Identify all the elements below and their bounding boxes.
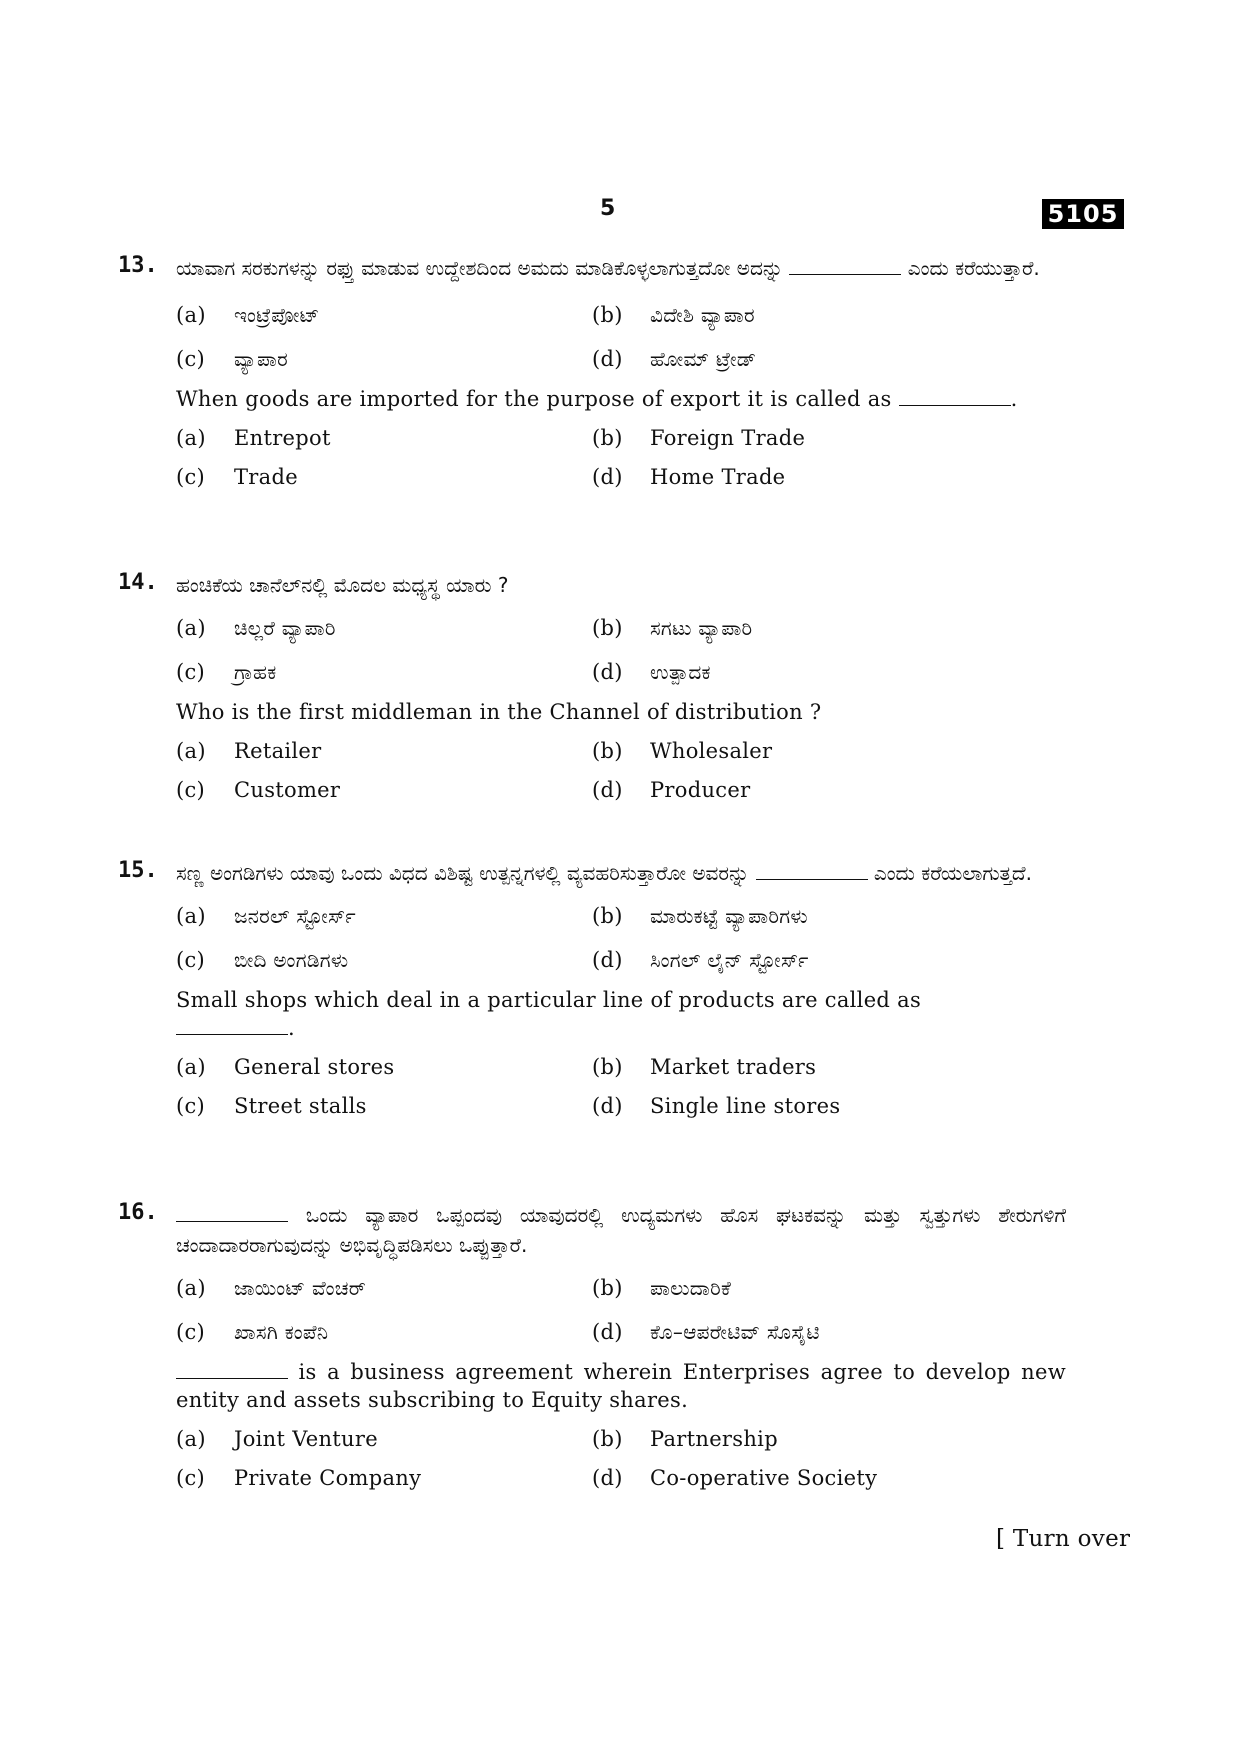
stem-text: is a business agreement wherein Enterprises agree to develop new entity and assets subscribing to Equity shares. — [176, 1360, 1066, 1412]
option-c-kannada: (c) ಗ್ರಾಹಕ — [176, 660, 277, 684]
option-c-english: (c) Customer — [176, 778, 341, 802]
option-a-kannada: (a) ಜಾಯಿಂಟ್ ವೆಂಚರ್ — [176, 1276, 367, 1300]
page-number: 5 — [600, 196, 616, 221]
option-d-english: (d) Single line stores — [592, 1094, 841, 1118]
question-stem-english: Who is the first middleman in the Channel of distribution ? — [176, 700, 822, 724]
option-d-english: (d) Producer — [592, 778, 751, 802]
option-c-kannada: (c) ವ್ಯಾಪಾರ — [176, 347, 289, 371]
option-d-kannada: (d) ಉತ್ಪಾದಕ — [592, 660, 711, 684]
answer-blank — [176, 1203, 288, 1222]
option-a-kannada: (a) ಚಿಲ್ಲರೆ ವ್ಯಾಪಾರಿ — [176, 616, 336, 640]
question-number: 16. — [118, 1200, 158, 1225]
stem-text: When goods are imported for the purpose of export it is called as — [176, 387, 892, 411]
question-14 — [118, 570, 1068, 810]
option-d-kannada: (d) ಹೋಮ್ ಟ್ರೇಡ್ — [592, 347, 757, 371]
question-stem-english — [176, 385, 1066, 413]
question-number: 13. — [118, 253, 158, 278]
option-a-english: (a) Entrepot — [176, 426, 331, 450]
option-b-english: (b) Foreign Trade — [592, 426, 806, 450]
question-number: 15. — [118, 858, 158, 883]
option-a-english: (a) Joint Venture — [176, 1427, 378, 1451]
stem-text: ಒಂದು ವ್ಯಾಪಾರ ಒಪ್ಪಂದವು ಯಾವುದರಲ್ಲಿ ಉದ್ಯಮಗಳು ಹೊಸ ಘಟಕವನ್ನು ಮತ್ತು ಸ್ವತ್ತುಗಳು ಶೇರುಗಳಿಗೆ ಚಂದಾದಾರರಾಗುವುದನ್ನು ಅಭಿವೃದ್ಧಿಪಡಿಸಲು ಒಪ್ಪುತ್ತಾರೆ. — [176, 1203, 1066, 1257]
question-15 — [118, 858, 1068, 1126]
question-stem-kannada: ಹಂಚಿಕೆಯ ಚಾನೆಲ್‌ನಲ್ಲಿ ಮೊದಲ ಮಧ್ಯಸ್ಥ ಯಾರು ? — [176, 573, 509, 597]
option-b-kannada: (b) ವಿದೇಶಿ ವ್ಯಾಪಾರ — [592, 303, 755, 327]
question-number: 14. — [118, 570, 158, 595]
answer-blank — [176, 1016, 288, 1035]
option-b-kannada: (b) ಮಾರುಕಟ್ಟೆ ವ್ಯಾಪಾರಿಗಳು — [592, 904, 808, 928]
question-16 — [118, 1200, 1068, 1498]
answer-blank — [176, 1360, 288, 1379]
option-c-english: (c) Private Company — [176, 1466, 422, 1490]
question-stem-kannada — [176, 253, 1066, 283]
option-b-english: (b) Wholesaler — [592, 739, 773, 763]
option-a-english: (a) Retailer — [176, 739, 322, 763]
stem-text: . — [1010, 387, 1018, 411]
stem-text: ಸಣ್ಣ ಅಂಗಡಿಗಳು ಯಾವು ಒಂದು ವಿಧದ ವಿಶಿಷ್ಟ ಉತ್ಪನ್ನಗಳಲ್ಲಿ ವ್ಯವಹರಿಸುತ್ತಾರೋ ಅವರನ್ನು — [176, 861, 750, 885]
question-stem-kannada — [176, 858, 1066, 888]
option-b-kannada: (b) ಸಗಟು ವ್ಯಾಪಾರಿ — [592, 616, 753, 640]
option-c-kannada: (c) ಖಾಸಗಿ ಕಂಪೆನಿ — [176, 1320, 329, 1344]
stem-text: ಎಂದು ಕರೆಯಲಾಗುತ್ತದೆ. — [873, 861, 1032, 885]
stem-text: ಯಾವಾಗ ಸರಕುಗಳನ್ನು ರಫ್ತು ಮಾಡುವ ಉದ್ದೇಶದಿಂದ ಅಮದು ಮಾಡಿಕೊಳ್ಳಲಾಗುತ್ತದೋ ಅದನ್ನು — [176, 256, 784, 280]
stem-text: ಎಂದು ಕರೆಯುತ್ತಾರೆ. — [907, 256, 1040, 280]
answer-blank — [756, 861, 868, 880]
question-13 — [118, 253, 1068, 497]
question-stem-english — [176, 986, 1066, 1042]
option-d-english: (d) Home Trade — [592, 465, 786, 489]
option-c-kannada: (c) ಬೀದಿ ಅಂಗಡಿಗಳು — [176, 948, 349, 972]
option-a-kannada: (a) ಜನರಲ್ ಸ್ಟೋರ್ಸ್ — [176, 904, 356, 928]
option-c-english: (c) Street stalls — [176, 1094, 367, 1118]
question-stem-english — [176, 1358, 1066, 1414]
option-d-kannada: (d) ಕೊ–ಆಪರೇಟಿವ್ ಸೊಸೈಟಿ — [592, 1320, 820, 1344]
option-d-kannada: (d) ಸಿಂಗಲ್ ಲೈನ್ ಸ್ಟೋರ್ಸ್ — [592, 948, 809, 972]
option-a-english: (a) General stores — [176, 1055, 395, 1079]
option-b-kannada: (b) ಪಾಲುದಾರಿಕೆ — [592, 1276, 732, 1300]
option-c-english: (c) Trade — [176, 465, 298, 489]
option-b-english: (b) Market traders — [592, 1055, 817, 1079]
option-b-english: (b) Partnership — [592, 1427, 778, 1451]
turn-over-note: [ Turn over — [996, 1526, 1131, 1552]
question-stem-kannada — [176, 1200, 1066, 1260]
stem-text: . — [288, 1016, 295, 1040]
option-d-english: (d) Co-operative Society — [592, 1466, 878, 1490]
answer-blank — [789, 256, 901, 275]
answer-blank — [899, 387, 1011, 406]
option-a-kannada: (a) ಇಂಟ್ರೆಪೋಟ್ — [176, 303, 320, 327]
paper-code-badge: 5105 — [1042, 199, 1124, 229]
stem-text: Small shops which deal in a particular line of products are called as — [176, 988, 922, 1012]
